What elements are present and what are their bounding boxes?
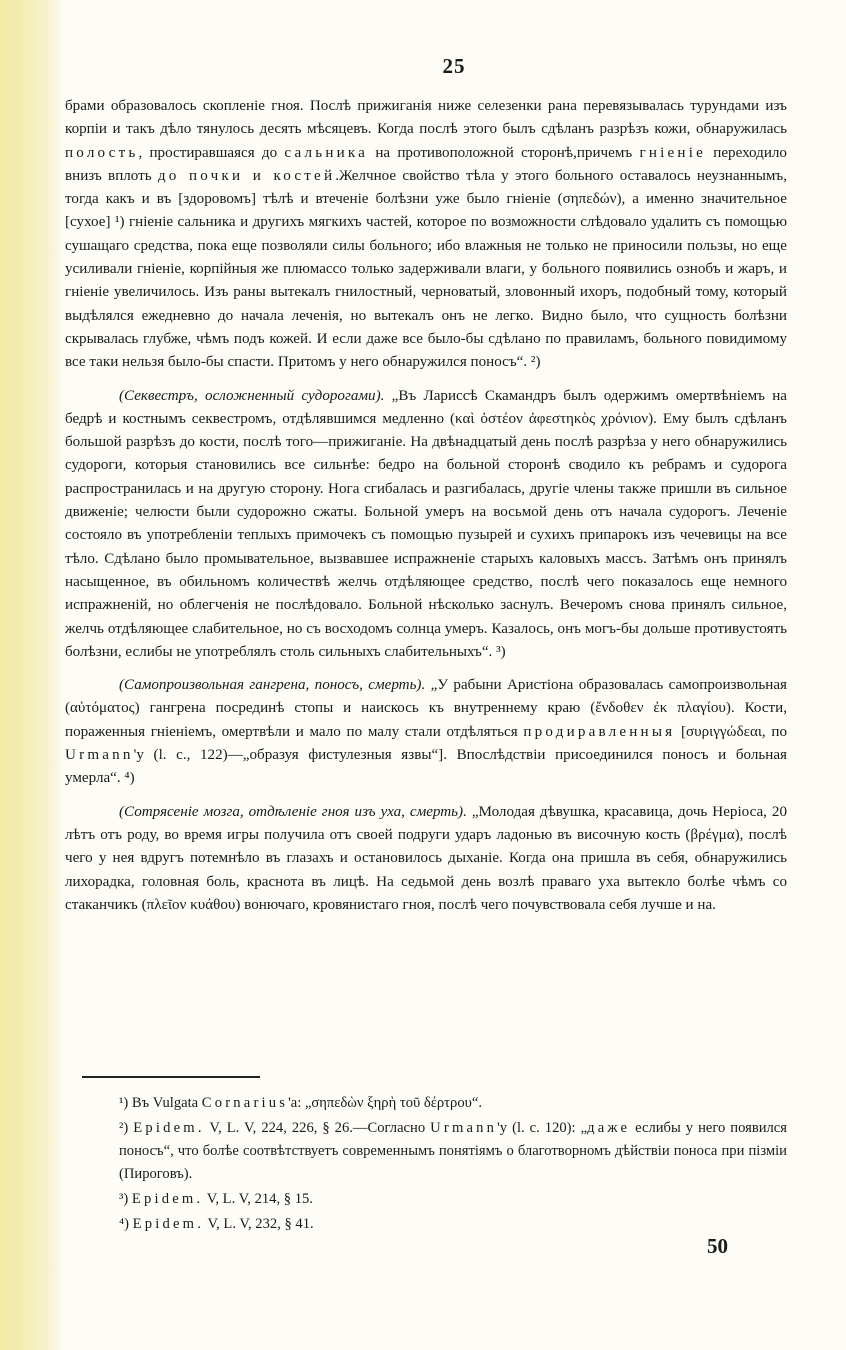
text-run: V, L. V, 232, § 41. (204, 1216, 314, 1232)
footnote (65, 1213, 787, 1236)
text-run: „Въ Лариссѣ Скамандръ былъ одержимъ омертвѣніемъ на бедрѣ и костнымъ секвестромъ, отдѣлявшимся медленно (καὶ ὀστέον ἀφεστηκὸς χρόνιον). Ему былъ сдѣланъ большой разрѣзъ до кости, послѣ того—прижиганіе. На двѣнадцатый день послѣ разрѣза у него обнаружились судороги, которыя становились все сильнѣе: бедро на больной сторонѣ сводило къ ребрамъ и судорога распространилась и на другую сторону. Нога сгибалась и разгибалась, другіе члены также пришли въ сильное движеніе; челюсти были судорожно сжаты. Больной умеръ на восьмой день отъ начала судорогъ. Леченіе состояло въ употребленіи теплыхъ примочекъ съ помощью пузырей и сухихъ припарокъ изъ чечевицы на все тѣло. Сдѣлано было промывательное, вызвавшее испражненіе старыхъ каловыхъ массъ. Затѣмъ онъ принялъ насыщенное, въ обильномъ количествѣ желчь отдѣляющее средство, послѣ чего показалось еще немного испражненій, но облегченія не послѣдовало. Больной нѣсколько заснулъ. Вечеромъ снова принялъ сильное, желчь отдѣляющее слабительное, но съ восходомъ солнца умеръ. Казалось, онъ могъ-бы дольше противустоять болѣзни, еслибы не употреблялъ столь сильныхъ слабительныхъ“. ³) (65, 387, 787, 660)
spaced-text: Urmann (65, 747, 134, 764)
spaced-text: Cornarius (201, 1095, 289, 1111)
text-run: .Желчное свойство тѣла у этого больного оставалось неузнаннымъ, тогда какъ и въ [здоровомъ] тѣлѣ и втеченіе болѣзни уже было гніеніе (σηπεδών), а именно значительное [сухое] ¹) гніеніе сальника и другихъ мягкихъ частей, которое по возможности слѣдовало удалить съ помощью сушащаго средства, пока еще позволяли силы больного; ибо влажныя не только не приносили пользы, но еще усиливали гніеніе, корпійныя же плюмассо только задерживали влаги, у больного появились ознобъ и жаръ, и гніеніе увеличилось. Изъ раны вытекалъ гнилостный, черноватый, зловонный ихоръ, подобный тому, который выдѣлялся ежедневно до начала леченія, но вытекалъ онъ не легко. Видно было, что сущность болѣзни скрывалась глубже, чѣмъ подъ кожей. И если даже все было-бы сдѣлано по правиламъ, больного повидимому все таки нельзя было-бы спасти. Притомъ у него обнаружился поносъ“. ²) (65, 167, 787, 371)
case-heading: (Самопроизвольная гангрена, поносъ, смерть). (119, 677, 426, 694)
text-run: переходило внизъ вплоть (65, 144, 787, 184)
spaced-text: Epidem. (132, 1216, 205, 1232)
text-run: V, L. V, 214, § 15. (203, 1191, 313, 1207)
text-run: 'у (l. c., 122)—„образуя фистулезныя язвы“]. Впослѣдствіи присоединился поносъ и больная умерла“. ⁴) (65, 747, 787, 787)
paragraph (65, 674, 787, 790)
text-run: 'у (l. c. 120): „ (497, 1120, 588, 1136)
text-run: , простиравшаяся до (138, 144, 285, 161)
paragraph (65, 801, 787, 917)
spaced-text: даже (587, 1120, 631, 1136)
spaced-text: Epidem. (131, 1191, 204, 1207)
page-edge (0, 0, 62, 1350)
text-run: [συριγγώδεαι, по (675, 723, 787, 740)
printer-signature-mark: 50 (707, 1234, 728, 1258)
spaced-text: Epidem. (133, 1120, 205, 1136)
spaced-text: сальника (284, 144, 369, 161)
document-page (62, 0, 846, 1350)
case-heading: (Секвестръ, осложненный судорогами). (119, 387, 385, 404)
text-run: „У рабыни Аристіона образовалась самопроизвольная (αὐτόματος) гангрена посрединѣ стопы и наискось къ внутреннему краю (ἔνδοθεν ἐκ πλαγίου). Кости, пораженныя гніеніемъ, омертвѣли и мало по малу стали отдѣляться (65, 677, 787, 740)
spaced-text: полость (65, 144, 139, 161)
paragraph (65, 95, 787, 375)
text-run: ¹) Въ Vulgata (119, 1095, 202, 1111)
text-run: на противоположной сторонѣ,причемъ (368, 144, 640, 161)
footnote (65, 1092, 787, 1115)
text-run: V, L. V, 224, 226, § 26.—Согласно (204, 1120, 431, 1136)
footnote (65, 1188, 787, 1211)
text-run: еслибы у него появился поносъ“, что болѣе соотвѣтствуетъ современнымъ понятіямъ о благотворномъ дѣйствіи поноса при пізміи (Пироговъ). (119, 1120, 787, 1182)
page-number: 25 (442, 54, 466, 78)
paragraph (65, 385, 787, 665)
text-run: брами образовалось скопленіе гноя. Послѣ прижиганія ниже селезенки рана перевязывалась турундами изъ корпіи и такъ дѣло тянулось десять мѣсяцевъ. Когда послѣ этого былъ сдѣланъ разрѣзъ кожи, обнаружилась (65, 98, 787, 138)
case-heading: (Сотрясеніе мозга, отдѣленіе гноя изъ уха, смерть). (119, 803, 467, 820)
spaced-text: Urmann (430, 1120, 498, 1136)
text-run: ³) (119, 1191, 132, 1207)
body-text (65, 95, 787, 917)
footnote-divider (82, 1076, 260, 1078)
spaced-text: до почки и костей (157, 167, 336, 184)
text-run: „Молодая дѣвушка, красавица, дочь Неріоса, 20 лѣтъ отъ роду, во время игры получила отъ своей подруги ударъ ладонью въ височную кость (βρέγμα), послѣ чего у нея вдругъ потемнѣло въ глазахъ и остановилось дыханіе. Когда она пришла въ себя, обнаружились лихорадка, головная боль, краснота въ лицѣ. На седьмой день возлѣ праваго уха вытекло болѣе чѣмъ со стаканчикъ (πλεῖον κυάθου) вонючаго, кровянистаго гноя, послѣ чего почувствовала себя лучше и на. (65, 803, 788, 913)
text-run: 'а: „σηπεδὼν ξηρὴ τοῦ δέρτρου“. (288, 1095, 482, 1111)
footnote (65, 1117, 787, 1186)
spaced-text: гніеніе (639, 144, 706, 161)
footnotes (65, 1092, 787, 1236)
text-run: ⁴) (119, 1216, 133, 1232)
text-run: ²) (119, 1120, 134, 1136)
spaced-text: продиравленныя (523, 723, 676, 740)
